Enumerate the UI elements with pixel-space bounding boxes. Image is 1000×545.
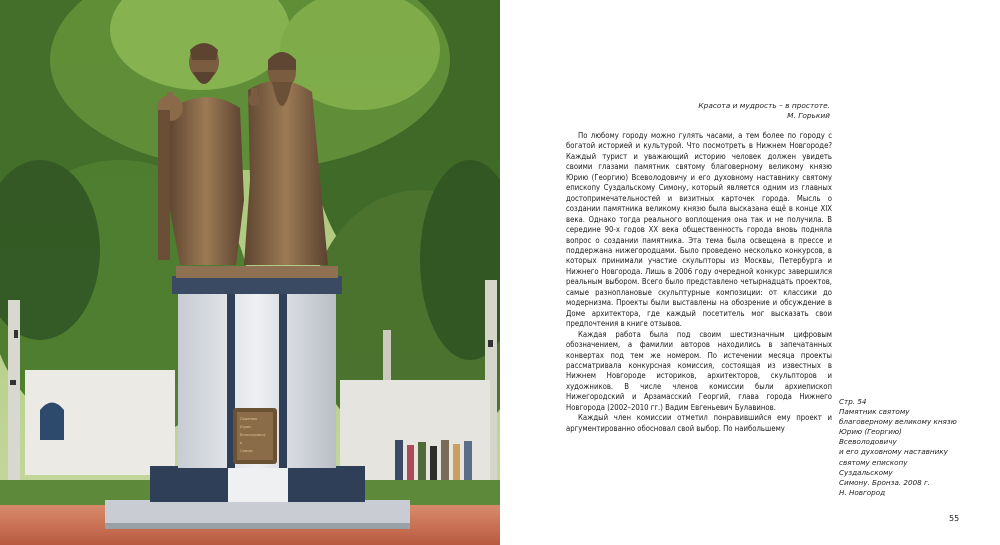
text-page [500, 0, 1000, 545]
plaque-line: Памятник [240, 417, 258, 421]
caption-line: Памятник святому [839, 407, 910, 417]
plaque-line: Юрию [240, 425, 251, 429]
plaque-line: Симону [240, 449, 253, 453]
page-number: 55 [949, 514, 960, 523]
photo-caption [839, 397, 959, 498]
paragraph: Каждый член комиссии отметил понравившийся ему проект и аргументированно обосновал свой выбор. По наибольшему [566, 413, 832, 433]
paragraph: Каждая работа была под своим шестизначным цифровым обозначением, а фамилии авторов находились в запечатанных конвертах под тем же номером. По истечении месяца проекты рассматривала конкурсная комиссия, состоящая из известных в Нижнем Новгороде историков, архитекторов, скульпторов и художников. В числе членов комиссии были архиепископ Нижегородский и Арзамасский Георгий, глава города Нижнего Новгорода (2002–2010 гг.) Вадим Евгеньевич Булавинов. [566, 329, 832, 412]
caption-line: Н. Новгород [839, 487, 886, 497]
epigraph-quote: Красота и мудрость – в простоте. [698, 101, 830, 110]
epigraph-author: М. Горький [787, 111, 830, 120]
caption-line: Симону. Бронза. 2008 г. [839, 477, 931, 487]
caption-ref: Стр. 54 [839, 397, 867, 406]
body-text [566, 131, 832, 434]
plaque-line: и [240, 441, 243, 445]
caption-line: благоверному великому князю [839, 417, 957, 427]
caption-line: Юрию (Георгию) Всеволодовичу [839, 427, 902, 447]
caption-line: и его духовному наставнику [839, 447, 948, 457]
epigraph [690, 101, 830, 121]
plaque-line: Всеволодовичу [240, 433, 266, 437]
caption-line: святому епископу Суздальскому [839, 457, 908, 477]
paragraph: По любому городу можно гулять часами, а тем более по городу с богатой историей и культурой. Что посмотреть в Нижнем Новгороде? Каждый турист и уважающий историю человек должен увидеть своими глазами памятник святому благоверному великому князю Юрию (Георгию) Всеволодовичу и его духовному наставнику святому епископу Суздальскому Симону, который является одним из главных достопримечательностей и визитных карточек города. Мысль о создании памятника великому князю была высказана ещё в конце XIX века. Однако тогда реального воплощения она так и не получила. В середине 90-х годов XX века общественность города вновь подняла вопрос о создании памятника. Эта тема была освещена в прессе и поддержана нижегородцами. Было проведено несколько конкурсов, в которых принимали участие скульпторы из Москвы, Петербурга и Нижнего Новгорода. Лишь в 2006 году очередной конкурс завершился реальным выбором. Всего было представлено четырнадцать проектов, самые разноплановые скульптурные композиции: от классики до модернизма. Проекты были выставлены на обозрение и обсуждение в Доме архитектора, где каждый посетитель мог высказать свои предпочтения в книге отзывов. [566, 131, 832, 329]
